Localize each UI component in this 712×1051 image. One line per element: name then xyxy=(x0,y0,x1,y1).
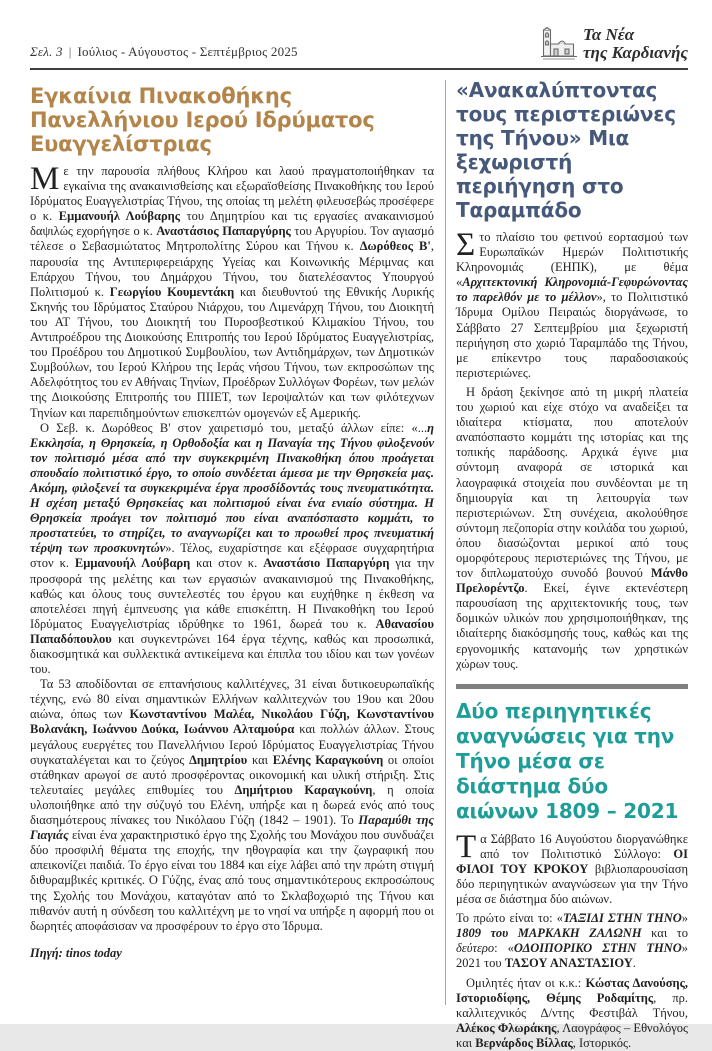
left-article-paragraph-1 xyxy=(30,161,435,421)
right-article-1-paragraph-1 xyxy=(456,227,689,381)
right-article-2-paragraph-3 xyxy=(456,976,688,1051)
issue-line xyxy=(30,44,298,62)
column-divider-rule xyxy=(445,80,446,1005)
right-article-2-title: Δύο περιηγητικές αναγνώσεις για την Τήνο μέσα σε διάστημα δύο αιώνων 1809 – 2021 xyxy=(456,698,679,823)
right-article-2 xyxy=(456,699,688,1051)
left-article-paragraph-3 xyxy=(30,677,434,934)
paragraph-text: ε την παρουσία πλήθους Κλήρου και λαού πραγματοποιήθηκαν τα εγκαίνια της ανακαινισθείσης και εξωραϊσθείσης Πινακοθήκης του Ιερού Ιδρύματος Ευαγγελιστρίας Τήνου, της οποίας τη μελέτη φιλευσεβώς προσέφερε ο κ. Εμμανουήλ Λούβαρης του Δημητρίου και τις εργασίες ανακαινισμού δαψιλώς εχορήγησε ο κ. Αναστάσιος Παπαργύρης του Αργυρίου. Τον αγιασμό τέλεσε ο Σεβασμιώτατος Μητροπολίτης Σύρου και Τήνου κ. Δωρόθεος Β', παρουσία της Αντιπεριφερειάρχης Υγείας και Κοινωνικής Μέριμνας και Επάρχου Τήνου, του Δημάρχου Τήνου, του διατελέσαντος Υπουργού Πολιτισμού κ. Γεωργίου Κουμεντάκη και διευθυντού της Εθνικής Λυρικής Σκηνής του Ιδρύματος Σταύρου Νιάρχου, του Λιμενάρχη Τήνου, του Διοικητή του ΑΤ Τήνου, του Διοικητή του Πυροσβεστικού Κλιμακίου Τήνου, του Αντιπροέδρου της Διοικούσης Επιτροπής του Ιερού Ιδρύματος Ευαγγελιστρίας, του Προέδρου του Δημοτικού Συμβουλίου, των Αντιδημάρχων, των Δημοτικών Συμβούλων, του Ιερού Κλήρου της Ιεράς νήσου Τήνου, των εκπροσώπων της Αδελφότητος του εν Αθήναις Τηνίων, Προέδρων Συλλόγων Φορέων, των μελών της Διοικούσης Επιτροπής του ΠΙΙΕΤ, των Ιεροψαλτών και των φιλότεχνων Τηνίων και παρεπιδημούντων επισκεπτών ομογενών εξ Αμερικής. xyxy=(30,164,435,420)
paragraph-text: Τα 53 αποδίδονται σε επτανήσιους καλλιτέχνες, 31 είναι δυτικοευρωπαϊκής τέχνης, ενώ 80 είναι σημαντικών Ελλήνων καλλιτεχνών του 19ου και 20ου αιώνα, όπως των Κωνσταντίνου Μαλέα, Νικολάου Γύζη, Κωνσταντίνου Βολανάκη, Ιωάννου Δούκα, Ιωάννου Αλταμούρα και πολλών άλλων. Στους μεγάλους ευεργέτες του Πανελλήνιου Ιερού Ιδρύματος Ευαγγελιστρίας Τήνου συγκαταλέγεται και το ζεύγος Δημητρίου και Ελένης Καραγκούνη οι οποίοι στάθηκαν αρωγοί σε αυτό προσφέροντας οικονομική και υλική στήριξη. Στις τελευταίες μεγάλες επιθυμίες του Δημήτριου Καραγκούνη, η οποία υλοποιήθηκε από την σύζυγό του Ελένη, υπήρξε και η δωρεά ενός από τους διασημότερους πίνακες του Νικόλαου Γύζη (1842 – 1901). Το Παραμύθι της Γιαγιάς είναι ένα χαρακτηριστικό έργο της Σχολής του Μονάχου που συνδυάζει δύο προσφιλή θέματα της εποχής, την ηθογραφία και την ζωγραφική που απεικονίζει παιδιά. Το έργο είναι του 1884 και είχε λάβει από την πρώτη στιγμή διθυραμβικές κριτικές. Ο Γύζης, ένας από τους σημαντικότερους εκπροσώπους της Σχολής του Μονάχου, καταγόταν από το Σκλαβοχωριό της Τήνου και πιθανόν αυτή η σύνδεση του καλλιτέχνη με το νησί να υπήρξε η αφορμή που οι δωρητές αποφάσισαν να προσφέρουν το έργο στο Ίδρυμα. xyxy=(30,677,434,933)
right-article-1 xyxy=(456,78,688,672)
paragraph-text: α Σάββατο 16 Αυγούστου διοργανώθηκε από τον Πολιτιστικό Σύλλογο: ΟΙ ΦΙΛΟΙ ΤΟΥ ΚΡΟΚΟΥ βιβλιοπαρουσίαση δύο περιηγητικών αναγνώσεων για την Τήνο μέσα σε διάστημα δύο αιώνων. xyxy=(456,831,688,907)
newspaper-title xyxy=(583,26,688,62)
issue-date-range: Ιούλιος - Αύγουστος - Σεπτέμβριος 2025 xyxy=(77,44,298,59)
source-credit: Πηγή: tinos today xyxy=(30,945,122,960)
newspaper-logo xyxy=(539,26,688,62)
village-church-sketch-icon xyxy=(539,26,579,62)
right-article-2-paragraph-1 xyxy=(456,828,688,907)
article-divider-bar xyxy=(456,684,688,689)
right-article-1-paragraph-2 xyxy=(456,385,688,672)
paragraph-text: Το πρώτο είναι το: «ΤΑΞΙΔΙ ΣΤΗΝ ΤΗΝΟ» 1809 του ΜΑΡΚΑΚΗ ΖΑΛΩΝΗ και το δεύτερο: «ΟΔΟΙΠΟΡΙΚΟ ΣΤΗΝ ΤΗΝΟ» 2021 του ΤΑΣΟΥ ΑΝΑΣΤΑΣΙΟΥ. xyxy=(456,911,689,971)
paragraph-text: Ομιλητές ήταν οι κ.κ.: Κώστας Δανούσης, Ιστοριοδίφης, Θέμης Ροδαμίτης, πρ. καλλιτεχνικός Δ/ντης Φεστιβάλ Τήνου, Αλέκος Φλωράκης, Λαογράφος – Εθνολόγος και Βερνάρδος Βίλλας, Ιστορικός. xyxy=(456,975,688,1050)
issue-separator: | xyxy=(68,44,72,59)
left-article-title: Εγκαίνια Πινακοθήκης Πανελλήνιου Ιερού Ιδρύματος Ευαγγελίστριας xyxy=(30,84,375,156)
drop-cap-T: Τ xyxy=(456,828,477,865)
drop-cap-S: Σ xyxy=(456,227,476,263)
right-article-2-paragraph-2 xyxy=(456,911,688,971)
right-article-1-title: «Ανακαλύπτοντας τους περιστεριώνες της Τήνου» Μια ξεχωριστή περιήγηση στο Ταραμπάδο xyxy=(456,78,676,222)
newspaper-title-line2: της Καρδιανής xyxy=(583,43,688,63)
newspaper-title-line1: Τα Νέα xyxy=(583,25,635,45)
paragraph-text: Ο Σεβ. κ. Δωρόθεος Β' στον χαιρετισμό του, μεταξύ άλλων είπε: «...η Εκκλησία, η Θρησκεία, η Ορθοδοξία και η Παναγία της Τήνου φιλοξενούν τον πολιτισμό μέσα από την συγκεκριμένη Πινακοθήκη όπου προάγεται σπουδαίο πολιτιστικό έργο, το οποίο συνδέεται άμεσα με την Θρησκεία μας. Ακόμη, φιλοξενεί τα συγκεκριμένα έργα προσδίδοντάς τους πνευματικότητα. Η σχέση μεταξύ Θρησκείας και πολιτισμού είναι ένα ενιαίο σύστημα. Η Θρησκεία προάγει τον πολιτισμό που είναι αναπόσπαστο κομμάτι, το προστατεύει, το στηρίζει, το αναγνωρίζει και το προωθεί προς πνευματική τέρψη των προσκυνητών». Τέλος, ευχαρίστησε και εξέφρασε συγχαρητήρια στον κ. Εμμανουήλ Λούβαρη και στον κ. Αναστάσιο Παπαργύρη για την προσφορά της μελέτης και των εργασιών ανακαινισμού της Πινακοθήκης, καθώς και όλους τους συντελεστές του έργου και ευχήθηκε η έκθεση να αποτελέσει πηγή έμπνευσης για κάθε επισκέπτη. Η Πινακοθήκη του Ιερού Ιδρύματος Ευαγγελιστρίας ιδρύθηκε το 1961, δωρεά του κ. Αθανασίου Παπαδόπουλου και συγκεντρώνει 164 έργα τέχνης, καθώς και προσωπικά, διακοσμητικά και συλλεκτικά αντικείμενα και έπιπλα του ιδίου και των γονέων του. xyxy=(30,420,434,677)
columns xyxy=(30,78,688,1051)
paragraph-text: Η δράση ξεκίνησε από τη μικρή πλατεία του χωριού και είχε στόχο να αναδείξει τα ιδιαίτερα κτίσματα, που αποτελούν αναπόσπαστο κομμάτι της ιστορίας και της τοπικής παράδοσης. Αρχικά έγινε μια σύντομη αναφορά σε ιστορικά και λαογραφικά στοιχεία που συνδέονται με τη δημιουργία και τη λειτουργία των περιστεριώνων. Στη συνέχεια, ακολούθησε σύντομη πεζοπορία στην κοιλάδα του χωριού, όπου διασώζονται μερικοί από τους ομορφότερους περιστεριώνες της Τήνου, με τον διπλωματούχο συνοδό βουνού Μάνθο Πρελορέντζο. Εκεί, έγινε εκτενέστερη παρουσίαση της αρχιτεκτονικής τους, των δομικών υλικών που χρησιμοποιήθηκαν, της ιδιαίτερης διακόσμησής τους, καθώς και της εργονομικής κατανομής των χρηστικών χώρων τους. xyxy=(456,384,688,671)
left-article xyxy=(30,78,434,1051)
drop-cap-M: Μ xyxy=(30,161,60,197)
masthead xyxy=(30,26,688,70)
page-number-label: Σελ. 3 xyxy=(30,44,63,59)
left-article-paragraph-2 xyxy=(30,421,434,678)
paragraph-text: το πλαίσιο του φετινού εορτασμού των Ευρωπαϊκών Ημερών Πολιτιστικής Κληρονομιάς (ΕΗΠΚ), με θέμα «Αρχιτεκτονική Κληρονομιά-Γεφυρώνοντας το παρελθόν με το μέλλον», το Πολιτιστικό Ίδρυμα Ομίλου Πειραιώς διοργάνωσε, το Σάββατο 27 Σεπτεμβρίου μια ξεχωριστή περιήγηση στο χωριό Ταραμπάδο της Τήνου, με επίκεντρο τους παραδοσιακούς περιστεριώνες. xyxy=(456,230,689,380)
right-column xyxy=(456,78,688,1051)
